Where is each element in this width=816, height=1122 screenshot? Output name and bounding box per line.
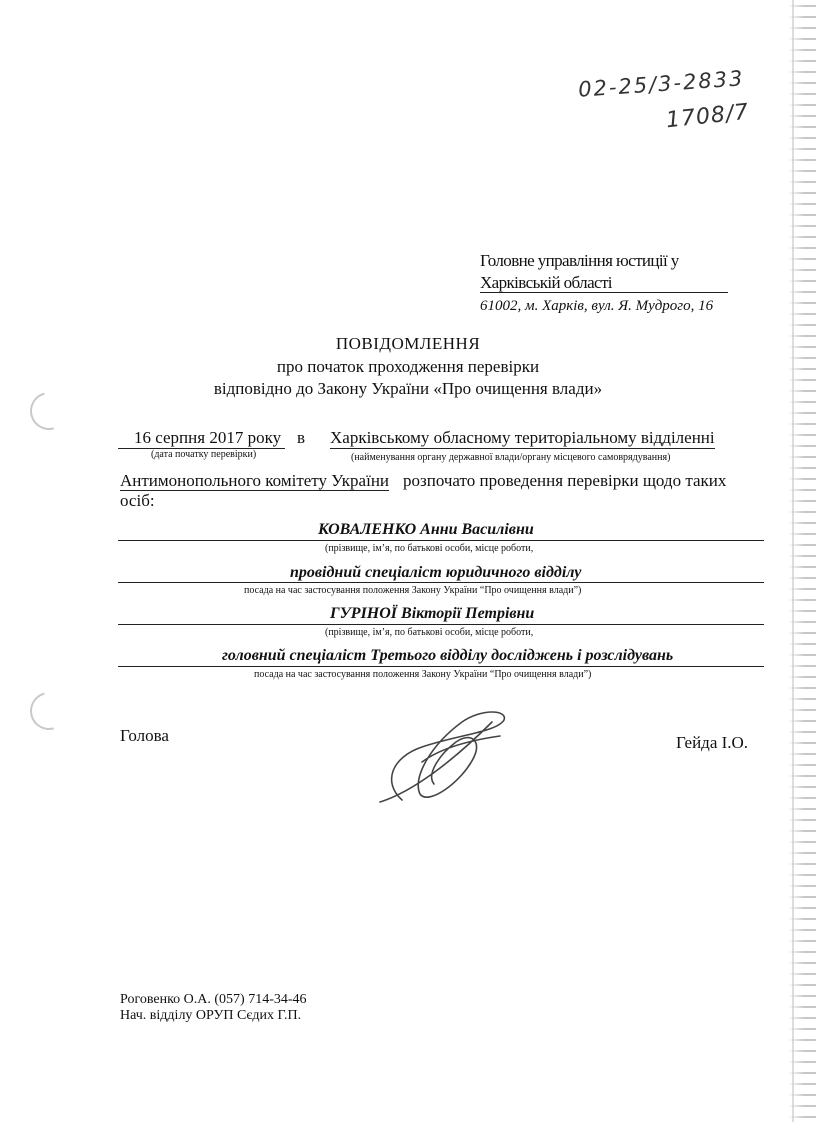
organ-name-line1: Харківському обласному територіальному відділенні xyxy=(330,428,715,447)
person2-position-line xyxy=(118,666,764,667)
check-started-text: розпочато проведення перевірки щодо таких осіб: xyxy=(120,471,727,510)
person1-position: провідний спеціаліст юридичного відділу xyxy=(290,564,582,581)
addressee-org-line2: Харківській області xyxy=(480,273,612,292)
person2-name-line xyxy=(118,624,764,625)
contact-line2: Нач. відділу ОРУП Сєдих Г.П. xyxy=(120,1008,302,1023)
conjunction-in: в xyxy=(297,428,306,447)
person2-position: головний спеціаліст Третього відділу досліджень і розслідувань xyxy=(222,647,674,664)
person1-name: КОВАЛЕНКО Анни Василівни xyxy=(318,521,534,538)
registration-number: 02-25/3-2833 xyxy=(577,66,746,102)
handwritten-signature xyxy=(362,702,512,810)
document-title: ПОВІДОМЛЕННЯ xyxy=(335,334,481,353)
check-start-date-field xyxy=(118,428,285,449)
addressee-org-line1: Головне управління юстиції у xyxy=(480,251,679,270)
registration-stamp xyxy=(574,66,784,142)
registration-date: 1708/7 xyxy=(664,99,751,134)
document-subtitle-line2: відповідно до Закону України «Про очищення влади» xyxy=(213,379,603,398)
signatory-name: Гейда І.О. xyxy=(676,733,749,752)
scan-edge-line xyxy=(792,0,794,1122)
person2-hint-position: посада на час застосування положення Закону України “Про очищення влади”) xyxy=(254,669,592,680)
signatory-role: Голова xyxy=(120,726,169,745)
addressee-address: 61002, м. Харків, вул. Я. Мудрого, 16 xyxy=(480,298,714,314)
organ-name-line2: Антимонопольного комітету України xyxy=(120,471,390,490)
punch-hole-mark xyxy=(23,685,75,737)
person1-hint-position: посада на час застосування положення Закону України “Про очищення влади”) xyxy=(244,585,582,596)
check-start-date: 16 серпня 2017 року xyxy=(118,428,285,449)
person1-position-line xyxy=(118,582,764,583)
person2-name: ГУРІНОЇ Вікторії Петрівни xyxy=(330,605,535,622)
addressee-underline xyxy=(480,292,728,293)
hint-organ: (найменування органу державної влади/органу місцевого самоврядування) xyxy=(351,452,671,463)
person1-hint-name: (прізвище, ім’я, по батькові особи, місце роботи, xyxy=(325,543,534,554)
addressee-block xyxy=(480,250,740,317)
document-subtitle-line1: про початок проходження перевірки xyxy=(276,357,540,376)
contact-line1: Роговенко О.А. (057) 714-34-46 xyxy=(120,992,307,1007)
hint-date: (дата початку перевірки) xyxy=(151,449,257,460)
person1-name-line xyxy=(118,540,764,541)
person2-hint-name: (прізвище, ім’я, по батькові особи, місце роботи, xyxy=(325,627,534,638)
